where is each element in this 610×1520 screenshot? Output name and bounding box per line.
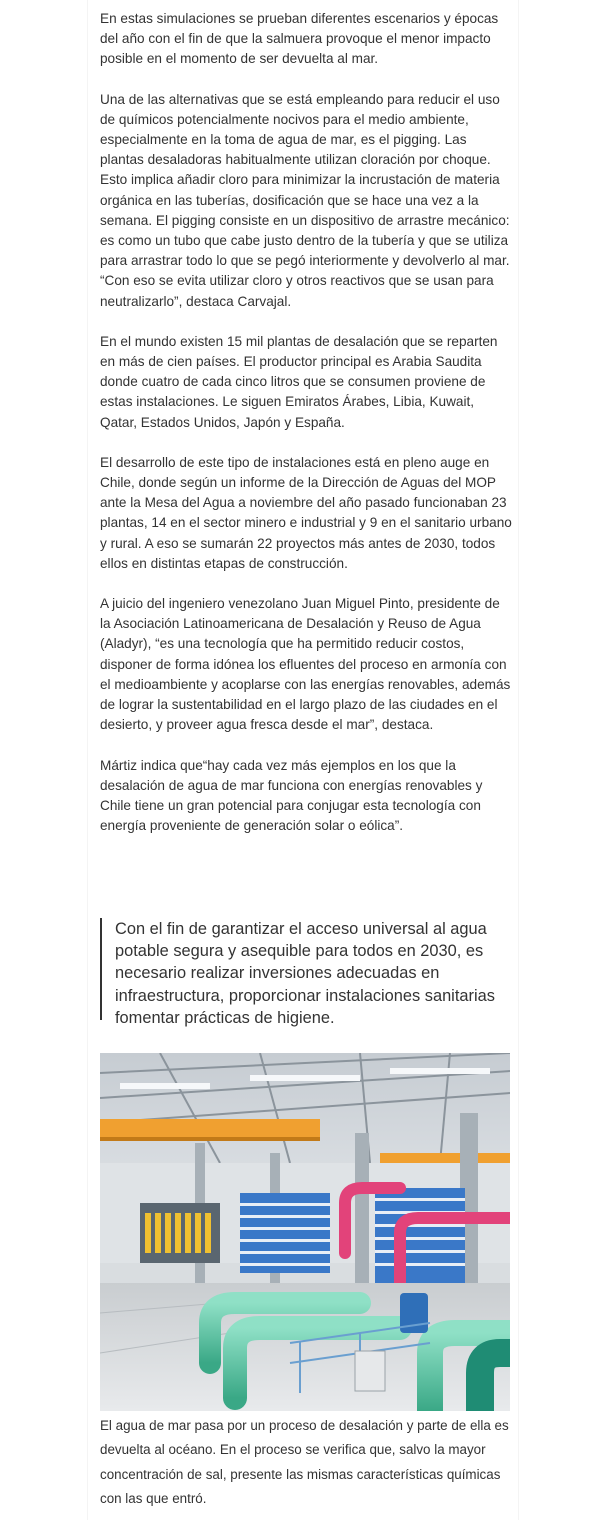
paragraph-juan-miguel-pinto: A juicio del ingeniero venezolano Juan Miguel Pinto, presidente de la Asociación Latinoamericana de Desalación y Reuso de Agua (Aladyr), “es una tecnología que ha permitido reducir costos, disponer de forma idónea los efluentes del proceso en armonía con el medioambiente y acoplarse con las energías renovables, además de lograr la sustentabilidad en el largo plazo de las ciudades en el desierto, y proveer agua fresca desde el mar”, destaca. (100, 596, 511, 733)
paragraph-martiz: Mártiz indica que“hay cada vez más ejemplos en los que la desalación de agua de mar funciona con energías renovables y Chile tiene un gran potencial para conjugar esta tecnología con energía proveniente de generación solar o eólica”. (100, 757, 483, 834)
paragraph-simulations: En estas simulaciones se prueban diferentes escenarios y épocas del año con el fin de que la salmuera provoque el menor impacto posible en el momento de ser devuelta al mar. (100, 11, 499, 67)
desalination-plant-photo (100, 1053, 510, 1411)
desalination-plant-illustration (100, 1053, 510, 1411)
photo-caption: El agua de mar pasa por un proceso de desalación y parte de ella es devuelta al océano. En el proceso se verifica que, salvo la mayor concentración de sal, presente las mismas características químicas con las que entró. (100, 1418, 509, 1507)
article-body (100, 9, 512, 856)
pull-quote-text: Con el fin de garantizar el acceso universal al agua potable segura y asequible para todos en 2030, es necesario realizar inversiones adecuadas en infraestructura, proporcionar instalaciones sanitarias fomentar prácticas de higiene. (115, 920, 495, 1027)
paragraph-chile-development: El desarrollo de este tipo de instalaciones está en pleno auge en Chile, donde según un informe de la Dirección de Aguas del MOP ante la Mesa del Agua a noviembre del año pasado funcionaban 23 plantas, 14 en el sector minero e industrial y 9 en el sanitario urbano y rural. A eso se sumarán 22 proyectos más antes de 2030, todos ellos en distintas etapas de construcción. (100, 454, 512, 571)
paragraph-world-plants: En el mundo existen 15 mil plantas de desalación que se reparten en más de cien países. El productor principal es Arabia Saudita donde cuatro de cada cinco litros que se consumen proviene de estas instalaciones. Le siguen Emiratos Árabes, Libia, Kuwait, Qatar, Estados Unidos, Japón y España. (100, 333, 498, 430)
pull-quote (100, 918, 510, 1027)
paragraph-pigging: Una de las alternativas que se está empleando para reducir el uso de químicos potencialmente nocivos para el medio ambiente, especialmente en la toma de agua de mar, es el pigging. Las plantas desaladoras habitualmente utilizan cloración por choque. Esto implica añadir cloro para minimizar la incrustación de materia orgánica en las tuberías, dosificación que se hace una vez a la semana. El pigging consiste en un dispositivo de arrastre mecánico: es como un tubo que cabe justo dentro de la tubería y que se utiliza para arrastrar todo lo que se pegó interiormente y devolverlo al mar. “Con eso se evita utilizar cloro y otros reactivos que se usan para neutralizarlo”, destaca Carvajal. (100, 91, 510, 309)
